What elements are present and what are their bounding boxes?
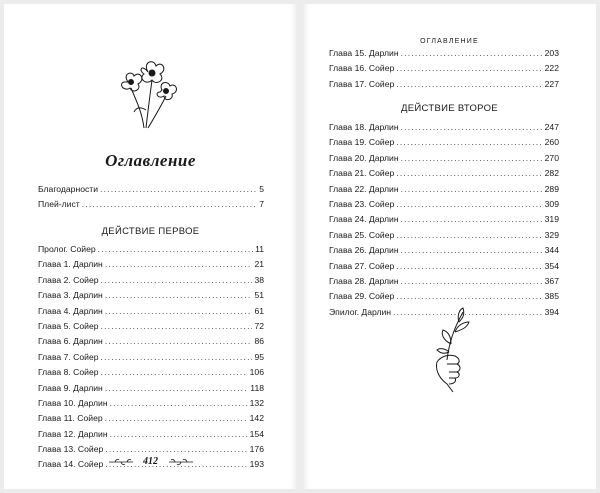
entry-label: Глава 25. Сойер	[329, 229, 395, 240]
part-two-list	[329, 122, 559, 322]
toc-entry	[38, 429, 264, 444]
entry-label: Глава 23. Сойер	[329, 198, 395, 209]
dot-leader	[396, 79, 542, 89]
entry-page-number: 203	[544, 48, 559, 58]
toc-entry	[38, 244, 264, 259]
entry-label: Глава 6. Дарлин	[38, 336, 103, 347]
dot-leader	[105, 336, 253, 346]
entry-page-number: 142	[249, 413, 264, 424]
entry-label: Глава 26. Дарлин	[329, 245, 399, 256]
entry-page-number: 289	[544, 183, 559, 194]
entry-label: Глава 28. Дарлин	[329, 275, 399, 286]
entry-page-number: 385	[544, 291, 559, 302]
entry-label: Глава 3. Дарлин	[38, 290, 103, 301]
entry-page-number: 11	[255, 244, 264, 254]
dot-leader	[82, 199, 258, 209]
toc-entry	[329, 122, 559, 137]
toc-entry	[329, 230, 559, 245]
dot-leader	[401, 48, 543, 58]
toc-entry	[329, 214, 559, 229]
dot-leader	[396, 199, 542, 209]
entry-label: Глава 13. Сойер	[38, 444, 104, 455]
toc-entry	[38, 275, 264, 290]
right-page	[303, 4, 596, 489]
toc-entry	[329, 63, 559, 78]
dot-leader	[396, 230, 542, 240]
toc-entry	[329, 79, 559, 94]
dot-leader	[396, 168, 542, 178]
dot-leader	[401, 153, 543, 163]
entry-label: Пролог. Сойер	[38, 244, 96, 254]
entry-page-number: 154	[249, 428, 264, 439]
entry-label: Глава 1. Дарлин	[38, 259, 103, 270]
dot-leader	[110, 429, 248, 439]
entry-page-number: 344	[544, 245, 559, 256]
part-two-title: ДЕЙСТВИЕ ВТОРОЕ	[401, 103, 498, 114]
toc-entry	[329, 276, 559, 291]
toc-entry	[38, 259, 264, 274]
dot-leader	[105, 444, 247, 454]
toc-entry	[38, 184, 264, 199]
entry-page-number: 21	[254, 259, 264, 270]
toc-entry	[38, 306, 264, 321]
entry-label: Глава 7. Сойер	[38, 351, 99, 362]
entry-label: Глава 15. Дарлин	[329, 48, 399, 58]
dot-leader	[401, 214, 543, 224]
entry-label: Глава 14. Сойер	[38, 459, 104, 470]
dot-leader	[105, 413, 248, 423]
entry-page-number: 329	[544, 229, 559, 240]
entry-page-number: 193	[249, 459, 264, 470]
entry-label: Глава 9. Дарлин	[38, 382, 103, 393]
entry-page-number: 95	[254, 351, 264, 362]
entry-page-number: 282	[544, 168, 559, 179]
dot-leader	[101, 352, 253, 362]
entry-page-number: 7	[259, 199, 264, 210]
entry-label: Глава 24. Дарлин	[329, 214, 399, 225]
toc-entry	[38, 352, 264, 367]
entry-label: Глава 2. Сойер	[38, 274, 99, 285]
entry-label: Глава 11. Сойер	[38, 413, 103, 424]
entry-label: Эпилог. Дарлин	[329, 306, 392, 317]
poppy-flowers-illustration	[112, 50, 192, 130]
toc-entry	[329, 168, 559, 183]
dot-leader	[401, 245, 543, 255]
entry-label: Глава 27. Сойер	[329, 260, 395, 271]
entry-label: Глава 12. Дарлин	[38, 428, 108, 439]
toc-entry	[38, 321, 264, 336]
entry-page-number: 394	[544, 306, 559, 317]
entry-page-number: 227	[544, 78, 559, 89]
toc-entry	[38, 383, 264, 398]
dot-leader	[101, 367, 248, 377]
entry-page-number: 86	[254, 336, 264, 347]
entry-page-number: 309	[544, 198, 559, 209]
toc-entry	[38, 367, 264, 382]
dot-leader	[105, 306, 253, 316]
sprig-ornament-icon	[107, 457, 135, 467]
dot-leader	[396, 261, 542, 271]
toc-entry	[329, 48, 559, 63]
entry-page-number: 38	[254, 274, 264, 285]
entry-label: Глава 5. Сойер	[38, 320, 99, 331]
toc-entry	[329, 184, 559, 199]
toc-entry	[38, 398, 264, 413]
part-one-list	[38, 244, 264, 475]
dot-leader	[401, 184, 543, 194]
page-number: 412	[143, 456, 158, 467]
toc-entry	[38, 290, 264, 305]
hand-with-sprig-illustration	[423, 304, 483, 394]
entry-label: Глава 8. Сойер	[38, 367, 99, 378]
entry-page-number: 354	[544, 260, 559, 271]
part-one-title: ДЕЙСТВИЕ ПЕРВОЕ	[101, 226, 200, 237]
entry-label: Глава 20. Дарлин	[329, 152, 399, 163]
dot-leader	[396, 63, 542, 73]
toc-entry	[329, 261, 559, 276]
toc-entry	[329, 245, 559, 260]
entry-label: Плей-лист	[38, 199, 80, 210]
entry-page-number: 247	[544, 122, 559, 132]
entry-page-number: 61	[254, 305, 264, 316]
dot-leader	[101, 321, 253, 331]
entry-page-number: 260	[544, 137, 559, 148]
toc-entry	[38, 413, 264, 428]
entry-page-number: 132	[249, 397, 264, 408]
dot-leader	[401, 276, 543, 286]
entry-label: Глава 21. Сойер	[329, 168, 395, 179]
entry-page-number: 118	[250, 382, 264, 393]
dot-leader	[396, 137, 542, 147]
entry-page-number: 319	[544, 214, 559, 225]
dot-leader	[105, 259, 253, 269]
toc-entry	[38, 336, 264, 351]
sprig-ornament-icon	[167, 457, 195, 467]
entry-page-number: 270	[544, 152, 559, 163]
dot-leader	[396, 291, 542, 301]
toc-entry	[329, 199, 559, 214]
toc-entry	[38, 199, 264, 214]
dot-leader	[110, 398, 248, 408]
front-matter-list	[38, 184, 264, 215]
entry-label: Глава 18. Дарлин	[329, 122, 399, 132]
dot-leader	[105, 383, 248, 393]
dot-leader	[98, 244, 253, 254]
entry-label: Благодарности	[38, 184, 99, 194]
entry-label: Глава 10. Дарлин	[38, 397, 108, 408]
toc-title: Оглавление	[105, 151, 196, 170]
dot-leader	[101, 275, 253, 285]
dot-leader	[105, 290, 253, 300]
entry-label: Глава 17. Сойер	[329, 78, 395, 89]
toc-entry	[329, 153, 559, 168]
entry-page-number: 222	[544, 63, 559, 74]
entry-label: Глава 4. Дарлин	[38, 305, 103, 316]
entry-page-number: 106	[249, 367, 264, 378]
dot-leader	[401, 122, 543, 132]
page-footer	[4, 456, 297, 470]
entry-page-number: 5	[259, 184, 264, 194]
entry-label: Глава 22. Дарлин	[329, 183, 399, 194]
left-page	[4, 4, 297, 489]
dot-leader	[100, 184, 257, 194]
running-head: ОГЛАВЛЕНИЕ	[420, 38, 479, 45]
entry-page-number: 51	[254, 290, 264, 301]
toc-entry	[329, 137, 559, 152]
entry-page-number: 367	[544, 275, 559, 286]
entry-page-number: 72	[254, 320, 264, 331]
entry-page-number: 176	[249, 444, 264, 455]
entry-label: Глава 16. Сойер	[329, 63, 395, 74]
entry-label: Глава 19. Сойер	[329, 137, 395, 148]
continued-entries-list	[329, 48, 559, 94]
entry-label: Глава 29. Сойер	[329, 291, 395, 302]
